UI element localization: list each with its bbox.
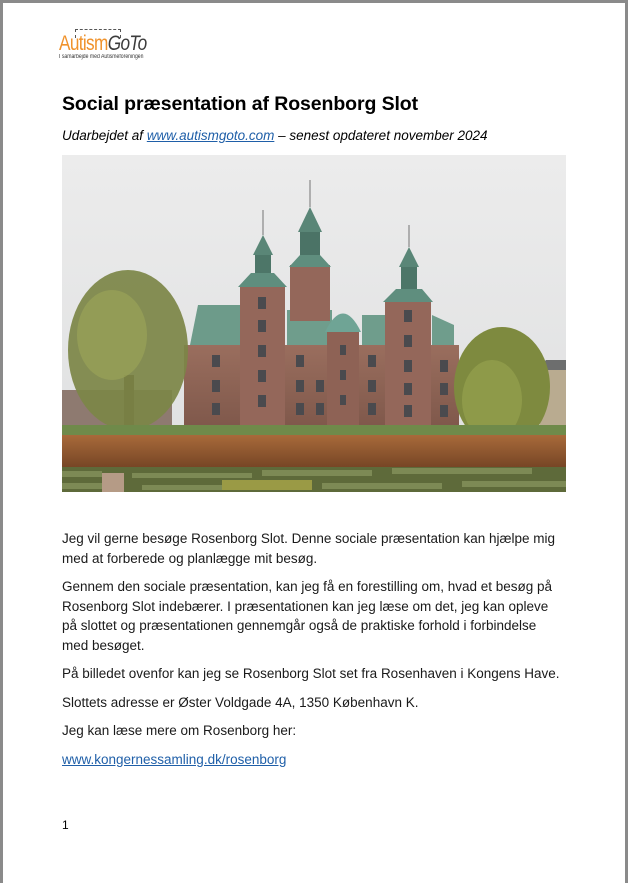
paragraph-overview: Gennem den sociale præsentation, kan jeg få en forestilling om, hvad et besøg på Rosenborg Slot indebærer. I præsentationen kan jeg læse om det, jeg kan opleve på slottet og præsentationen gennemgår også de praktiske forhold i forbindelse med besøget. [62, 579, 553, 653]
document-body [62, 529, 562, 778]
subtitle-suffix: – senest opdateret november 2024 [274, 128, 488, 143]
document-subtitle [62, 128, 488, 143]
kongernessamling-link[interactable]: www.kongernessamling.dk/rosenborg [62, 751, 287, 767]
paragraph-read-more: Jeg kan læse mere om Rosenborg her: [62, 723, 297, 738]
paragraph-image-caption: På billedet ovenfor kan jeg se Rosenborg Slot set fra Rosenhaven i Kongens Have. [62, 666, 560, 681]
page-number: 1 [62, 818, 69, 832]
subtitle-prefix: Udarbejdet af [62, 128, 147, 143]
logo-tagline: I samarbejde med Autismeforeningen [59, 54, 144, 60]
logo-brand-autism: Autism [59, 32, 108, 55]
logo-wordmark [59, 33, 147, 55]
paragraph-address: Slottets adresse er Øster Voldgade 4A, 1350 København K. [62, 694, 419, 710]
document-title: Social præsentation af Rosenborg Slot [62, 93, 419, 115]
autismgoto-logo [58, 27, 158, 63]
autismgoto-link[interactable]: www.autismgoto.com [146, 128, 275, 143]
rosenborg-castle-photo [62, 155, 566, 492]
logo-brand-goto: GoTo [107, 32, 147, 55]
paragraph-intro: Jeg vil gerne besøge Rosenborg Slot. Denne sociale præsentation kan hjælpe mig med at forberede og planlægge mit besøg. [62, 531, 556, 566]
